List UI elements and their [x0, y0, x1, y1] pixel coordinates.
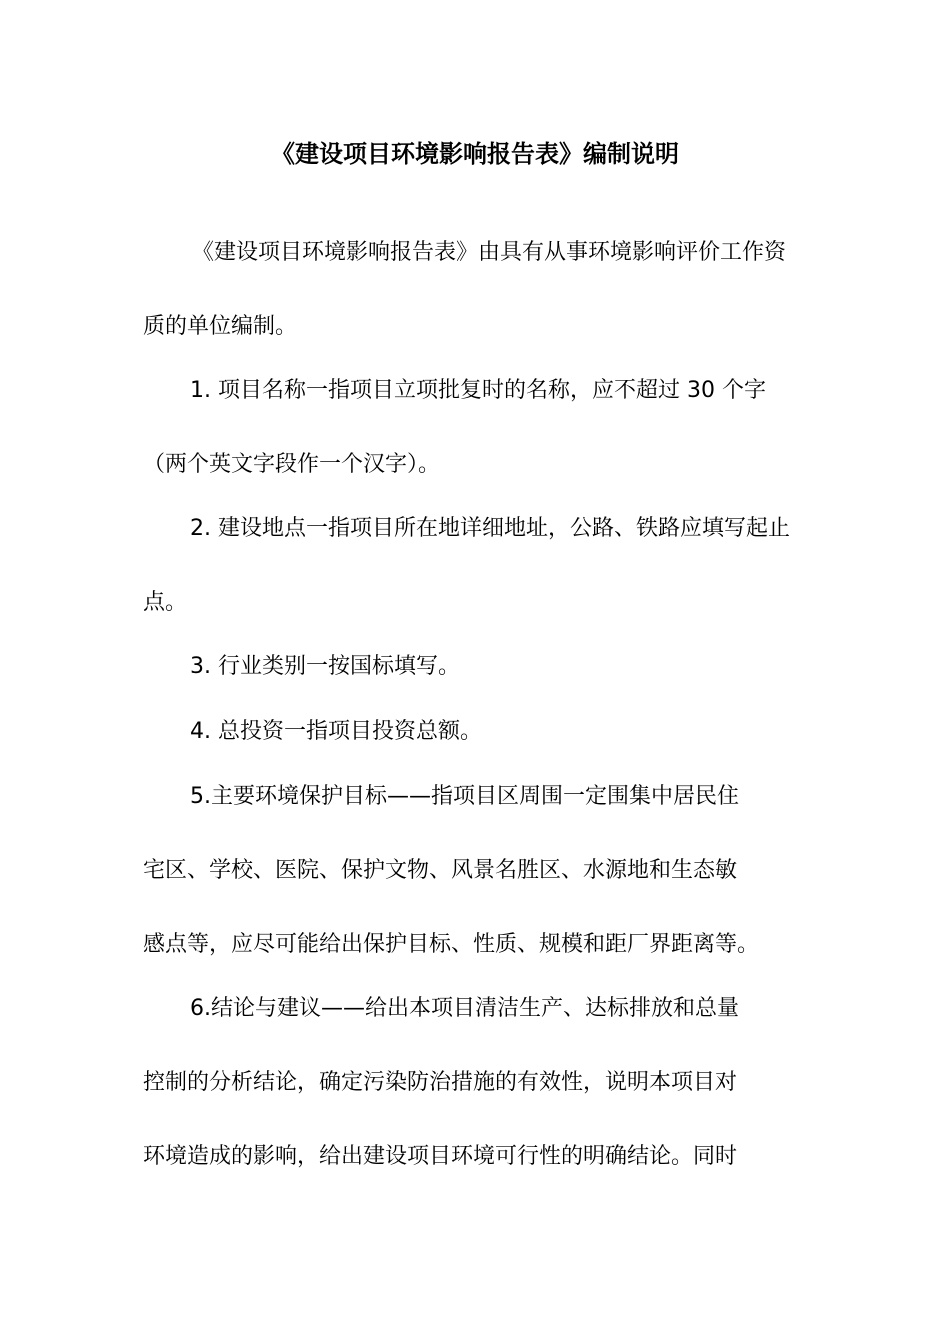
paragraph-line: （两个英文字段作一个汉字）。	[143, 452, 441, 477]
paragraph-line: 质的单位编制。	[143, 314, 298, 339]
paragraph-line: 3. 行业类别一按国标填写。	[190, 654, 460, 679]
paragraph-line: 《建设项目环境影响报告表》由具有从事环境影响评价工作资	[192, 240, 787, 265]
paragraph-line: 1. 项目名称一指项目立项批复时的名称，应不超过 30 个字	[190, 378, 766, 403]
paragraph-line: 5.主要环境保护目标——指项目区周围一定围集中居民住	[190, 784, 739, 809]
paragraph-line: 感点等，应尽可能给出保护目标、性质、规模和距厂界距离等。	[143, 932, 760, 957]
paragraph-line: 点。	[143, 590, 188, 615]
paragraph-line: 2. 建设地点一指项目所在地详细地址，公路、铁路应填写起止	[190, 516, 790, 541]
paragraph-line: 4. 总投资一指项目投资总额。	[190, 719, 482, 744]
paragraph-line: 控制的分析结论，确定污染防治措施的有效性，说明本项目对	[143, 1070, 738, 1095]
paragraph-line: 宅区、学校、医院、保护文物、风景名胜区、水源地和生态敏	[143, 858, 738, 883]
document-title: 《建设项目环境影响报告表》编制说明	[271, 140, 679, 168]
paragraph-line: 6.结论与建议——给出本项目清洁生产、达标排放和总量	[190, 996, 739, 1021]
paragraph-line: 环境造成的影响，给出建设项目环境可行性的明确结论。同时	[143, 1144, 738, 1169]
